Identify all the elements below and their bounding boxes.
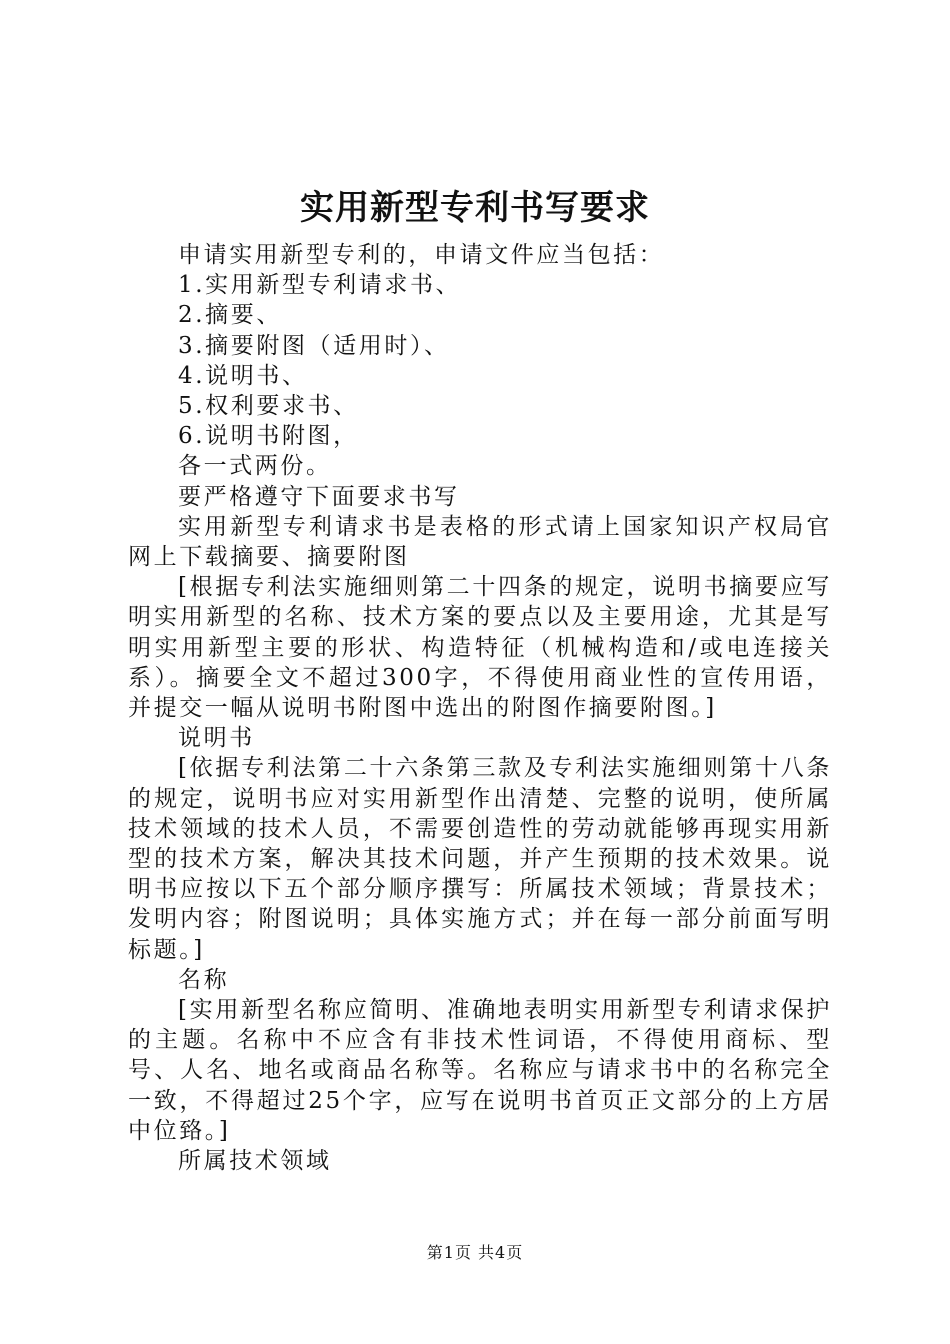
paragraph-name-rules: [实用新型名称应简明、准确地表明实用新型专利请求保护的主题。名称中不应含有非技术性词语，不得使用商标、型号、人名、地名或商品名称等。名称应与请求书中的名称完全一致，不得超过25个字，应写在说明书首页正文部分的上方居中位臵。]	[128, 997, 832, 1144]
paragraph-intro: 申请实用新型专利的，申请文件应当包括：	[178, 242, 665, 268]
paragraph-abstract-rules: [根据专利法实施细则第二十四条的规定，说明书摘要应写明实用新型的名称、技术方案的要点以及主要用途，尤其是写明实用新型主要的形状、构造特征（机械构造和/或电连接关系）。摘要全文不超过300字，不得使用商业性的宣传用语，并提交一幅从说明书附图中选出的附图作摘要附图。]	[128, 574, 832, 722]
section-heading-technical-field: 所属技术领域	[178, 1148, 332, 1175]
section-heading-name: 名称	[178, 966, 230, 993]
list-item-claims: 5.权利要求书、	[178, 393, 359, 420]
paragraph-specification-rules: [依据专利法第二十六条第三款及专利法实施细则第十八条的规定，说明书应对实用新型作出清楚、完整的说明，使所属技术领域的技术人员，不需要创造性的劳动就能够再现实用新型的技术方案，解决其技术问题，并产生预期的技术效果。说明书应按以下五个部分顺序撰写：所属技术领域；背景技术；发明内容；附图说明；具体实施方式；并在每一部分前面写明标题。]	[128, 755, 832, 963]
paragraph-requirement: 要严格遵守下面要求书写	[178, 483, 460, 510]
list-item-abstract: 2.摘要、	[178, 302, 282, 329]
list-item-specification: 4.说明书、	[178, 362, 308, 389]
list-item-abstract-figure: 3.摘要附图（适用时）、	[178, 332, 450, 359]
document-title: 实用新型专利书写要求	[300, 188, 650, 228]
paragraph-copies: 各一式两份。	[178, 453, 332, 480]
document-body	[128, 240, 832, 1176]
list-item-figures: 6.说明书附图，	[178, 423, 359, 450]
list-item-request-form: 1.实用新型专利请求书、	[178, 272, 462, 299]
page-footer: 第1页 共4页	[426, 1243, 524, 1262]
paragraph-request-form-note: 实用新型专利请求书是表格的形式请上国家知识产权局官网上下载摘要、摘要附图	[128, 513, 832, 571]
section-heading-specification: 说明书	[178, 725, 255, 752]
